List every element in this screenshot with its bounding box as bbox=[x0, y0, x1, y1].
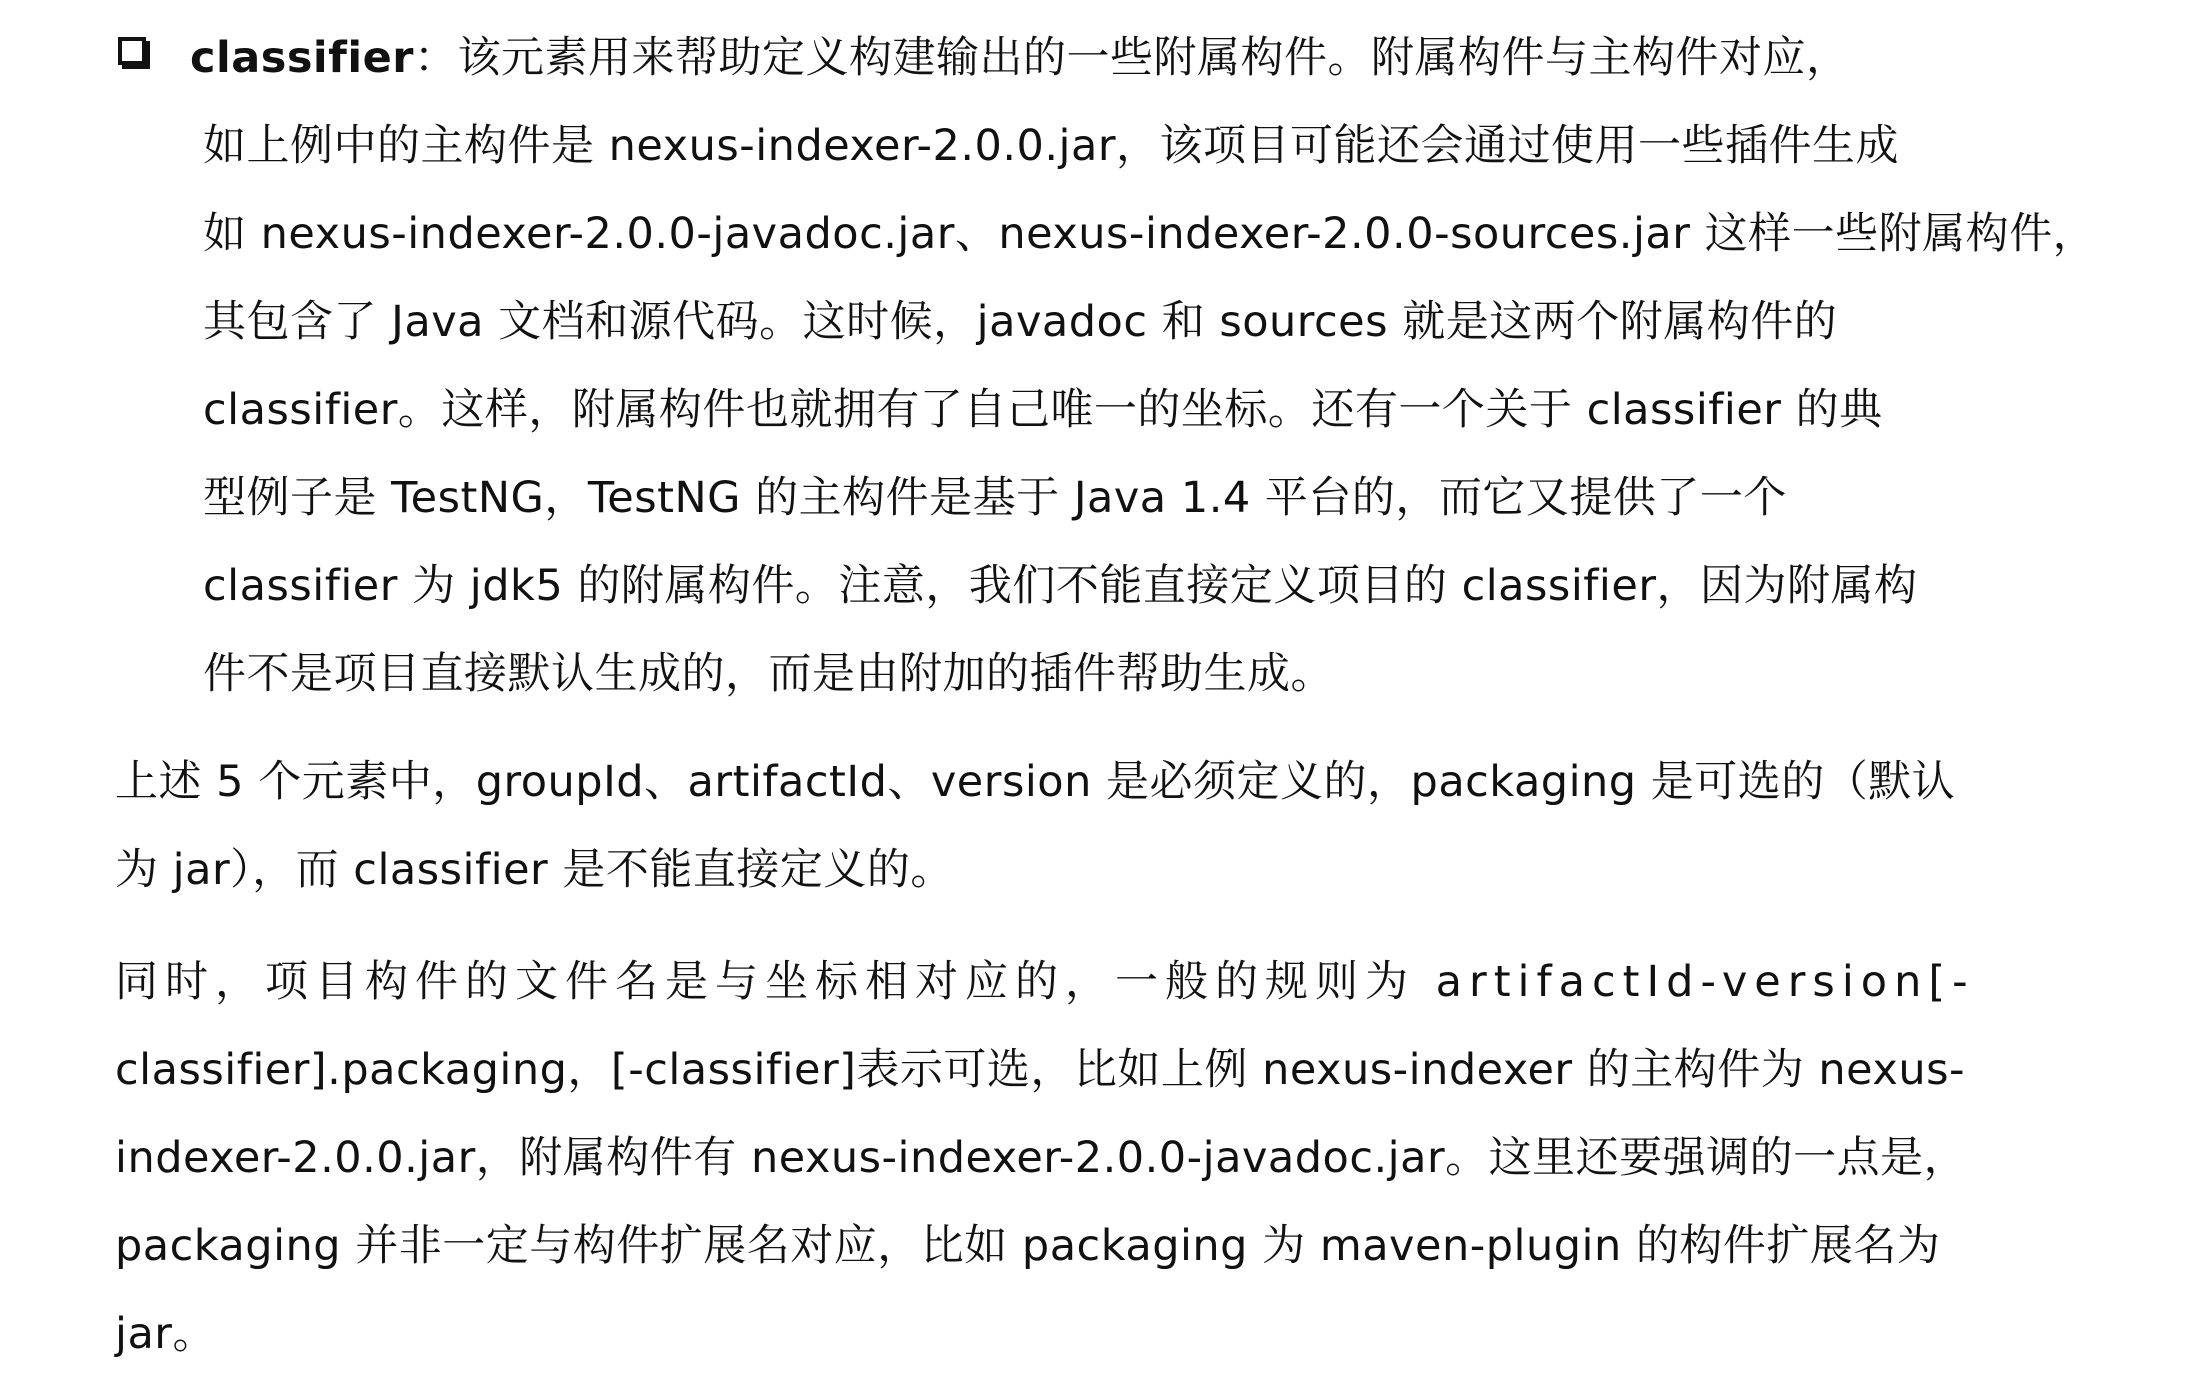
classifier-term: classifier bbox=[190, 33, 414, 83]
classifier-item-line-5: classifier。这样，附属构件也就拥有了自己唯一的坐标。还有一个关于 classifier 的典 bbox=[203, 385, 1883, 435]
elements-paragraph-line-1: 上述 5 个元素中，groupId、artifactId、version 是必须定义的，packaging 是可选的（默认 bbox=[115, 757, 1956, 807]
classifier-item-line-7: classifier 为 jdk5 的附属构件。注意，我们不能直接定义项目的 classifier，因为附属构 bbox=[203, 561, 1918, 611]
classifier-item-line-4: 其包含了 Java 文档和源代码。这时候，javadoc 和 sources 就是这两个附属构件的 bbox=[203, 297, 1838, 347]
classifier-item-line-6: 型例子是 TestNG，TestNG 的主构件是基于 Java 1.4 平台的，而它又提供了一个 bbox=[203, 473, 1787, 523]
filename-paragraph-line-3: indexer-2.0.0.jar，附属构件有 nexus-indexer-2.0.0-javadoc.jar。这里还要强调的一点是， bbox=[115, 1133, 1968, 1183]
hollow-square-bullet-icon bbox=[118, 37, 146, 65]
classifier-item-text: ：该元素用来帮助定义构建输出的一些附属构件。附属构件与主构件对应， bbox=[414, 33, 1850, 83]
filename-paragraph-line-4: packaging 并非一定与构件扩展名对应，比如 packaging 为 maven-plugin 的构件扩展名为 bbox=[115, 1221, 1941, 1271]
classifier-item-line-3: 如 nexus-indexer-2.0.0-javadoc.jar、nexus-indexer-2.0.0-sources.jar 这样一些附属构件， bbox=[203, 209, 2097, 259]
filename-paragraph-line-2: classifier].packaging，[-classifier]表示可选，比如上例 nexus-indexer 的主构件为 nexus- bbox=[115, 1045, 1966, 1095]
elements-paragraph-line-2: 为 jar），而 classifier 是不能直接定义的。 bbox=[115, 845, 954, 895]
classifier-item-line-1 bbox=[190, 30, 1850, 86]
classifier-item-line-8: 件不是项目直接默认生成的，而是由附加的插件帮助生成。 bbox=[203, 649, 1334, 699]
filename-paragraph-line-5: jar。 bbox=[115, 1309, 216, 1359]
filename-paragraph-line-1: 同时，项目构件的文件名是与坐标相对应的，一般的规则为 artifactId-version[- bbox=[115, 957, 1975, 1007]
classifier-item-line-2: 如上例中的主构件是 nexus-indexer-2.0.0.jar，该项目可能还会通过使用一些插件生成 bbox=[203, 121, 1900, 171]
